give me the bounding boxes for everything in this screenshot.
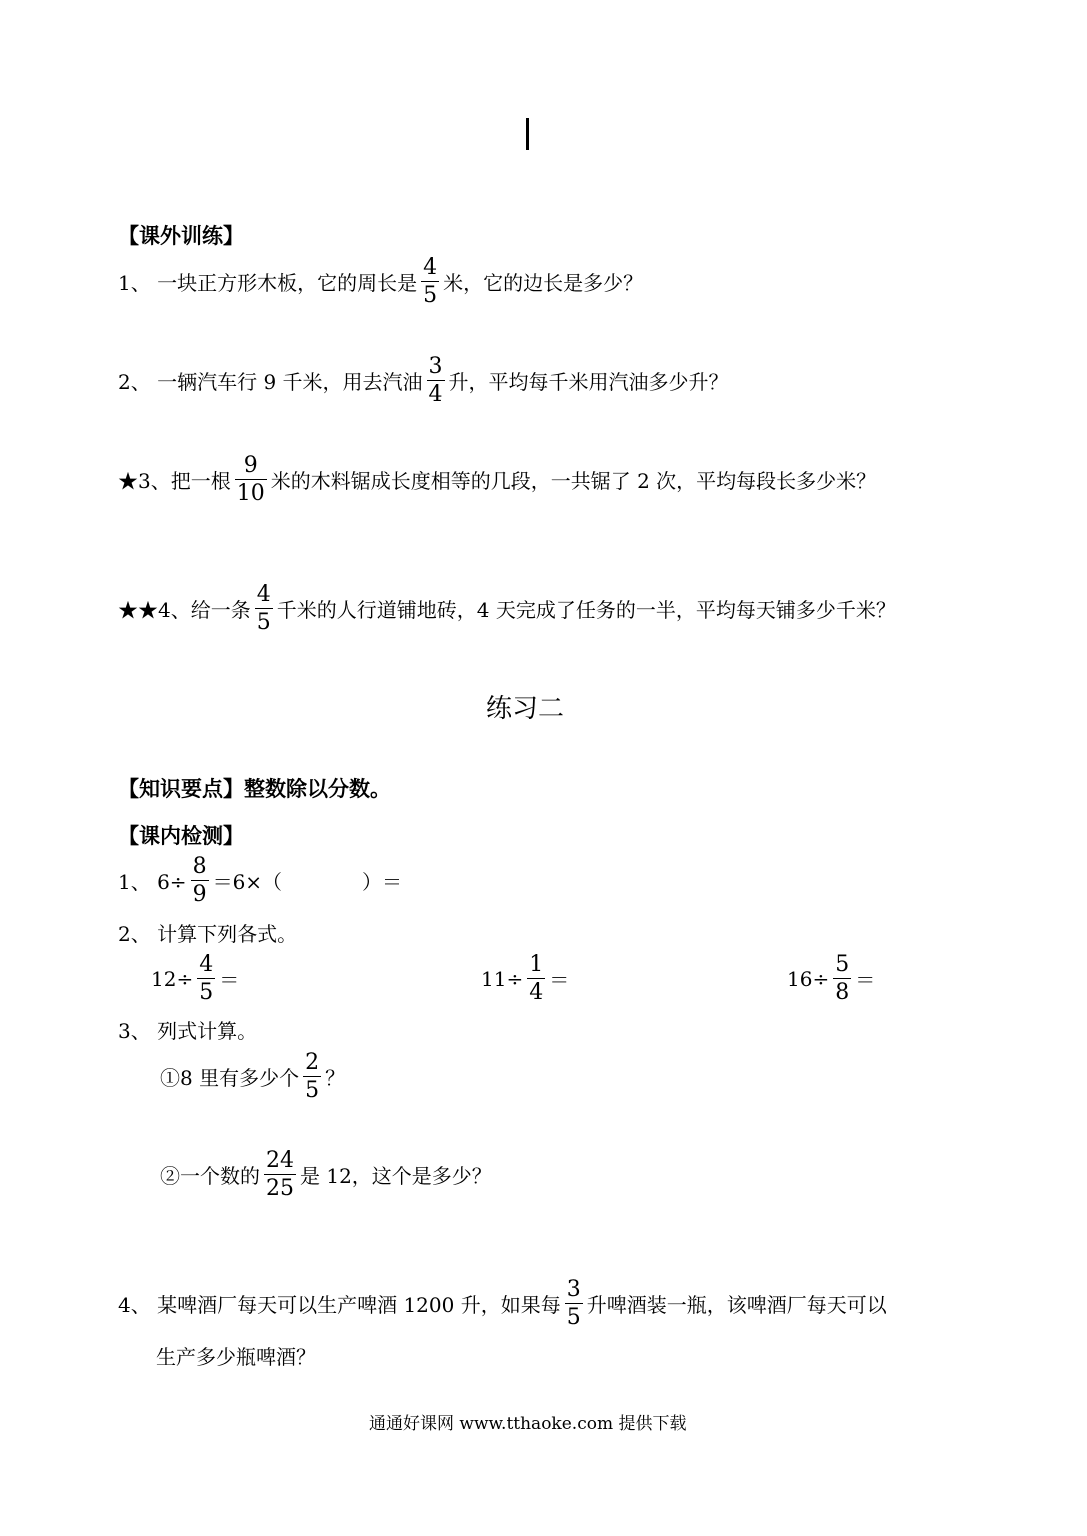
fraction-numerator: 24 [266, 1148, 294, 1173]
calc-text-post: ＝ [855, 968, 876, 992]
fraction [255, 581, 273, 636]
q-text-pre: 1、 一块正方形木板，它的周长是 [118, 271, 418, 295]
footer-download-note: 通通好课网 www.tthaoke.com 提供下载 [369, 1414, 687, 1434]
class-question-1 [118, 853, 402, 908]
class-question-3-label: 3、 列式计算。 [118, 1019, 258, 1043]
calc-text-pre: 11÷ [481, 966, 524, 991]
fraction [833, 951, 851, 1006]
knowledge-label: 【知识要点】 [118, 777, 244, 801]
fraction-numerator: 3 [428, 354, 443, 379]
calc-text-post: ＝ [549, 968, 570, 992]
section-heading-in-class: 【课内检测】 [118, 824, 244, 848]
q-text-post: 米的木料锯成长度相等的几段，一共锯了 2 次，平均每段长多少米？ [270, 469, 877, 493]
q-text-post: 千米的人行道铺地砖，4 天完成了任务的一半，平均每天铺多少千米？ [276, 598, 896, 622]
fraction-numerator: 4 [199, 952, 214, 977]
fraction-denominator: 5 [305, 1078, 320, 1103]
fraction-numerator: 1 [529, 952, 544, 977]
q-text-pre: 4、 某啤酒厂每天可以生产啤酒 1200 升，如果每 [118, 1293, 561, 1317]
calc-text-pre: 12÷ [151, 966, 194, 991]
section-heading-extracurricular: 【课外训练】 [118, 224, 244, 248]
fraction-denominator: 4 [529, 980, 544, 1005]
ext-question-2 [118, 353, 729, 408]
fraction [427, 353, 445, 408]
class-question-2-label: 2、 计算下列各式。 [118, 922, 298, 946]
fraction [527, 951, 545, 1006]
fraction [264, 1147, 296, 1202]
knowledge-points [118, 773, 391, 803]
q-text-pre: ★★4、给一条 [118, 598, 251, 622]
fraction-denominator: 9 [192, 882, 207, 907]
fraction-numerator: 2 [305, 1050, 320, 1075]
top-vertical-bar [526, 118, 529, 150]
calc-text-post: ＝ [219, 968, 240, 992]
fraction-numerator: 5 [835, 952, 850, 977]
fraction-denominator: 5 [566, 1305, 581, 1330]
fraction [565, 1276, 583, 1331]
ext-question-4 [118, 581, 896, 636]
calc-text-pre: 16÷ [787, 966, 830, 991]
fraction-denominator: 25 [266, 1176, 294, 1201]
fraction [197, 951, 215, 1006]
fraction-numerator: 8 [192, 854, 207, 879]
fraction-denominator: 5 [423, 283, 438, 308]
q-text-post: ？ [325, 1066, 346, 1090]
ext-question-3 [118, 452, 876, 507]
q-text-post: 升，平均每千米用汽油多少升？ [448, 370, 729, 394]
fraction [421, 254, 439, 309]
q-text-pre: 1、 6÷ [118, 870, 187, 894]
class-question-4 [118, 1276, 887, 1331]
q-text-post: 是 12，这个是多少？ [300, 1164, 492, 1188]
fraction-denominator: 10 [236, 481, 265, 506]
knowledge-text: 整数除以分数。 [244, 777, 391, 801]
fraction [303, 1049, 321, 1104]
fraction-denominator: 8 [835, 980, 850, 1005]
class-question-3a [160, 1049, 345, 1104]
calc-item-2 [481, 951, 569, 1006]
fraction-numerator: 9 [243, 453, 258, 478]
fraction-denominator: 5 [199, 980, 214, 1005]
calc-item-1 [151, 951, 239, 1006]
calc-item-3 [787, 951, 875, 1006]
q-text-pre: 2、 一辆汽车行 9 千米，用去汽油 [118, 370, 423, 394]
q-text-pre: ①8 里有多少个 [160, 1066, 300, 1090]
fraction [191, 853, 209, 908]
ext-question-1 [118, 254, 643, 309]
fraction-denominator: 5 [256, 610, 271, 635]
class-question-4-line2: 生产多少瓶啤酒？ [156, 1345, 316, 1369]
class-question-3b [160, 1147, 492, 1202]
fraction-numerator: 4 [256, 582, 271, 607]
q-text-post: 米，它的边长是多少？ [443, 271, 644, 295]
fraction-numerator: 4 [423, 255, 438, 280]
q-text-pre: ②一个数的 [160, 1164, 260, 1188]
fraction-denominator: 4 [428, 382, 443, 407]
q-text-post: 升啤酒装一瓶，该啤酒厂每天可以 [586, 1293, 887, 1317]
fraction [235, 452, 267, 507]
fraction-numerator: 3 [566, 1277, 581, 1302]
q-text-post: ＝6×（ ）＝ [212, 870, 403, 894]
exercise-title: 练习二 [486, 694, 565, 724]
q-text-pre: ★3、把一根 [118, 469, 231, 493]
